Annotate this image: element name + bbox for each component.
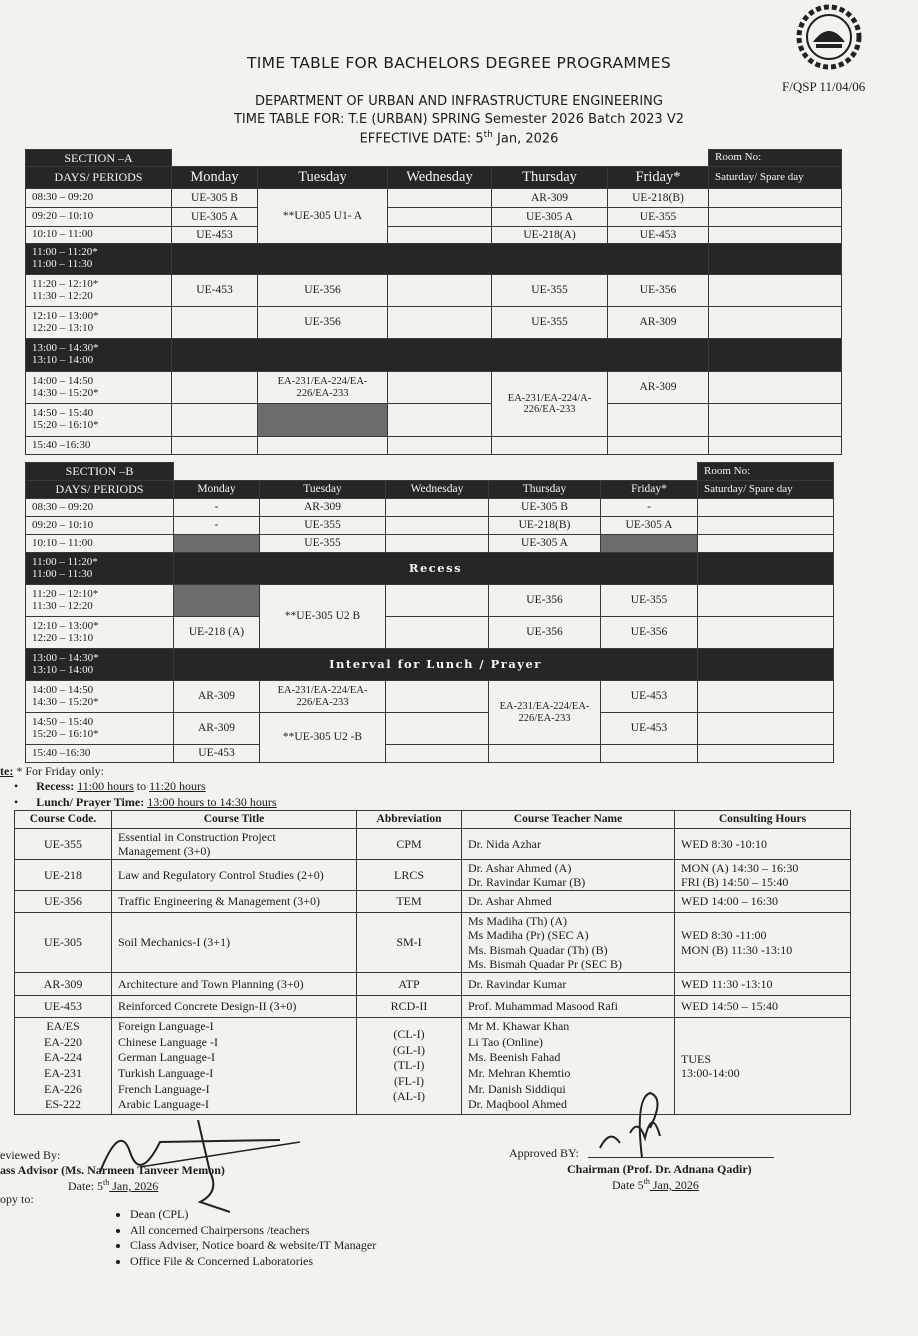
timetable-for: TIME TABLE FOR: T.E (URBAN) SPRING Semester 2026 Batch 2023 V2 xyxy=(233,112,684,127)
main-title: TIME TABLE FOR BACHELORS DEGREE PROGRAMMES xyxy=(247,54,671,72)
period: 15:40 –16:30 xyxy=(26,437,172,455)
day-thursday: Thursday xyxy=(492,167,608,189)
signature-line xyxy=(588,1157,774,1158)
period: 08:30 – 09:20 xyxy=(26,189,172,208)
course-title: Architecture and Town Planning (3+0) xyxy=(112,973,357,996)
header-abbr: Abbreviation xyxy=(357,811,462,829)
period: 15:40 –16:30 xyxy=(26,745,174,763)
dash: - xyxy=(174,499,260,517)
cell: UE-356 xyxy=(601,617,698,649)
cell: AR-309 xyxy=(492,189,608,208)
chairman-name: Chairman (Prof. Dr. Adnana Qadir) xyxy=(567,1162,752,1176)
period: 14:50 – 15:40 15:20 – 16:10* xyxy=(26,713,174,745)
hours: WED 14:50 – 15:40 xyxy=(675,996,851,1018)
cell: UE-218(B) xyxy=(489,517,601,535)
cell: UE-355 xyxy=(492,275,608,307)
effective-date: EFFECTIVE DATE: 5th Jan, 2026 xyxy=(359,130,559,147)
day-tuesday: Tuesday xyxy=(258,167,388,189)
cell: UE-305 B xyxy=(172,189,258,208)
abbreviation: RCD-II xyxy=(357,996,462,1018)
day-monday: Monday xyxy=(172,167,258,189)
list-item: • Dean (CPL) xyxy=(130,1207,376,1223)
list-item: • All concerned Chairpersons /teachers xyxy=(130,1223,376,1239)
advisor-date: Date: 5th Jan, 2026 xyxy=(68,1178,159,1193)
abbreviation: LRCS xyxy=(357,860,462,891)
cell: UE-355 xyxy=(601,585,698,617)
cell: AR-309 xyxy=(608,307,709,339)
cell: UE-218 (A) xyxy=(174,617,260,649)
abbreviation: SM-I xyxy=(357,913,462,973)
cell: UE-218(B) xyxy=(608,189,709,208)
copy-to-label: opy to: xyxy=(0,1192,34,1206)
days-periods-header: DAYS/ PERIODS xyxy=(26,167,172,189)
course-title: Soil Mechanics-I (3+1) xyxy=(112,913,357,973)
day-thursday: Thursday xyxy=(489,481,601,499)
period: 12:10 – 13:00* 12:20 – 13:10 xyxy=(26,307,172,339)
lunch-note: • Lunch/ Prayer Time: 13:00 hours to 14:30 hours xyxy=(14,795,277,809)
teacher: Prof. Muhammad Masood Rafi xyxy=(462,996,675,1018)
course-title: Traffic Engineering & Management (3+0) xyxy=(112,891,357,913)
cell: EA-231/EA-224/EA-226/EA-233 xyxy=(260,681,386,713)
table-row xyxy=(15,860,851,891)
lunch-band: Interval for Lunch / Prayer xyxy=(174,649,698,681)
cell: UE-355 xyxy=(608,208,709,227)
hours: WED 14:00 – 16:30 xyxy=(675,891,851,913)
teacher: Mr M. Khawar Khan Li Tao (Online) Ms. Beenish Fahad Mr. Mehran Khemtio Mr. Danish Siddiqui Dr. Maqbool Ahmed xyxy=(462,1018,675,1115)
cell: AR-309 xyxy=(174,681,260,713)
cell: **UE-305 U1- A xyxy=(258,189,388,244)
teacher: Dr. Ravindar Kumar xyxy=(462,973,675,996)
cell: UE-356 xyxy=(608,275,709,307)
section-b-label: SECTION –B xyxy=(26,463,174,481)
dash: - xyxy=(174,517,260,535)
cell: UE-453 xyxy=(601,681,698,713)
cell: EA-231/EA-224/EA-226/EA-233 xyxy=(258,372,388,404)
department-title: DEPARTMENT OF URBAN AND INFRASTRUCTURE ENGINEERING xyxy=(255,94,663,109)
room-no-label: Room No: xyxy=(709,150,842,167)
table-row-languages xyxy=(15,1018,851,1115)
advisor-name: ass Advisor (Ms. Narmeen Tanveer Memon) xyxy=(0,1163,225,1177)
cell: UE-453 xyxy=(172,275,258,307)
course-title: Reinforced Concrete Design-II (3+0) xyxy=(112,996,357,1018)
break-period: 11:00 – 11:20* 11:00 – 11:30 xyxy=(26,553,174,585)
period: 14:50 – 15:40 15:20 – 16:10* xyxy=(26,404,172,437)
cell: UE-305 A xyxy=(601,517,698,535)
approved-by-label: Approved BY: xyxy=(509,1146,579,1160)
period: 14:00 – 14:50 14:30 – 15:20* xyxy=(26,681,174,713)
table-row xyxy=(15,973,851,996)
cell: UE-305 A xyxy=(492,208,608,227)
course-code: UE-305 xyxy=(15,913,112,973)
table-row xyxy=(15,891,851,913)
dash: - xyxy=(601,499,698,517)
cell: **UE-305 U2 B xyxy=(260,585,386,649)
hours: WED 11:30 -13:10 xyxy=(675,973,851,996)
hours: MON (A) 14:30 – 16:30 FRI (B) 14:50 – 15:40 xyxy=(675,860,851,891)
saturday-header: Saturday/ Spare day xyxy=(709,167,842,189)
cell: UE-218(A) xyxy=(492,227,608,244)
cell: EA-231/EA-224/A-226/EA-233 xyxy=(492,372,608,437)
header-hours: Consulting Hours xyxy=(675,811,851,829)
room-no-label: Room No: xyxy=(698,463,834,481)
course-code: UE-355 xyxy=(15,829,112,860)
form-number: F/QSP 11/04/06 xyxy=(782,79,866,94)
course-code: AR-309 xyxy=(15,973,112,996)
hours: TUES 13:00-14:00 xyxy=(675,1018,851,1115)
table-row xyxy=(15,996,851,1018)
day-wednesday: Wednesday xyxy=(388,167,492,189)
cell: UE-356 xyxy=(258,307,388,339)
cell: UE-355 xyxy=(492,307,608,339)
cell: UE-305 A xyxy=(172,208,258,227)
period: 10:10 – 11:00 xyxy=(26,227,172,244)
teacher: Dr. Nida Azhar xyxy=(462,829,675,860)
cell: UE-356 xyxy=(489,617,601,649)
table-row xyxy=(15,913,851,973)
teacher: Ms Madiha (Th) (A) Ms Madiha (Pr) (SEC A) Ms. Bismah Quadar (Th) (B) Ms. Bismah Quadar Pr (SEC B) xyxy=(462,913,675,973)
teacher: Dr. Ashar Ahmed (A) Dr. Ravindar Kumar (B) xyxy=(462,860,675,891)
teacher: Dr. Ashar Ahmed xyxy=(462,891,675,913)
abbreviation: ATP xyxy=(357,973,462,996)
course-code: EA/ES EA-220 EA-224 EA-231 EA-226 ES-222 xyxy=(15,1018,112,1115)
hours: WED 8:30 -10:10 xyxy=(675,829,851,860)
cell: UE-453 xyxy=(608,227,709,244)
list-item: • Office File & Concerned Laboratories xyxy=(130,1254,376,1270)
cell: UE-356 xyxy=(258,275,388,307)
cell: AR-309 xyxy=(260,499,386,517)
cell: AR-309 xyxy=(174,713,260,745)
period: 09:20 – 10:10 xyxy=(26,208,172,227)
cell: **UE-305 U2 -B xyxy=(260,713,386,763)
day-tuesday: Tuesday xyxy=(260,481,386,499)
reviewed-by-label: eviewed By: xyxy=(0,1148,61,1162)
course-code: UE-356 xyxy=(15,891,112,913)
recess-band: Recess xyxy=(174,553,698,585)
chairman-date: Date 5th Jan, 2026 xyxy=(612,1177,699,1192)
course-title: Law and Regulatory Control Studies (2+0) xyxy=(112,860,357,891)
cell: UE-453 xyxy=(172,227,258,244)
course-title: Essential in Construction Project Management (3+0) xyxy=(112,829,357,860)
copy-to-list xyxy=(110,1207,376,1269)
break-period: 13:00 – 14:30* 13:10 – 14:00 xyxy=(26,339,172,372)
cell: UE-453 xyxy=(601,713,698,745)
course-code: UE-453 xyxy=(15,996,112,1018)
period: 10:10 – 11:00 xyxy=(26,535,174,553)
abbreviation: TEM xyxy=(357,891,462,913)
course-title: Foreign Language-I Chinese Language -I German Language-I Turkish Language-I French Language-I Arabic Language-I xyxy=(112,1018,357,1115)
section-a-timetable xyxy=(25,149,842,455)
cell: UE-305 B xyxy=(489,499,601,517)
day-friday: Friday* xyxy=(608,167,709,189)
cell: UE-453 xyxy=(174,745,260,763)
period: 08:30 – 09:20 xyxy=(26,499,174,517)
cell: UE-305 A xyxy=(489,535,601,553)
cell: UE-355 xyxy=(260,535,386,553)
header-title: Course Title xyxy=(112,811,357,829)
cell: UE-356 xyxy=(489,585,601,617)
day-wednesday: Wednesday xyxy=(386,481,489,499)
header-code: Course Code. xyxy=(15,811,112,829)
hours: WED 8:30 -11:00 MON (B) 11:30 -13:10 xyxy=(675,913,851,973)
section-a-label: SECTION –A xyxy=(26,150,172,167)
recess-note: • Recess: 11:00 hours to 11:20 hours xyxy=(14,779,206,793)
chairman-signature xyxy=(590,1088,700,1163)
period: 11:20 – 12:10* 11:30 – 12:20 xyxy=(26,585,174,617)
abbreviation: (CL-I) (GL-I) (TL-I) (FL-I) (AL-I) xyxy=(357,1018,462,1115)
cell: UE-355 xyxy=(260,517,386,535)
saturday-header: Saturday/ Spare day xyxy=(698,481,834,499)
cell: AR-309 xyxy=(608,372,709,404)
section-b-timetable xyxy=(25,462,834,763)
period: 12:10 – 13:00* 12:20 – 13:10 xyxy=(26,617,174,649)
course-table xyxy=(14,810,851,1115)
header-teacher: Course Teacher Name xyxy=(462,811,675,829)
day-friday: Friday* xyxy=(601,481,698,499)
abbreviation: CPM xyxy=(357,829,462,860)
break-period: 11:00 – 11:20* 11:00 – 11:30 xyxy=(26,244,172,275)
period: 14:00 – 14:50 14:30 – 15:20* xyxy=(26,372,172,404)
break-period: 13:00 – 14:30* 13:10 – 14:00 xyxy=(26,649,174,681)
course-code: UE-218 xyxy=(15,860,112,891)
friday-note: te: * For Friday only: xyxy=(0,764,104,778)
table-row xyxy=(15,829,851,860)
days-periods-header: DAYS/ PERIODS xyxy=(26,481,174,499)
day-monday: Monday xyxy=(174,481,260,499)
cell: EA-231/EA-224/EA-226/EA-233 xyxy=(489,681,601,745)
period: 09:20 – 10:10 xyxy=(26,517,174,535)
list-item: • Class Adviser, Notice board & website/IT Manager xyxy=(130,1238,376,1254)
period: 11:20 – 12:10* 11:30 – 12:20 xyxy=(26,275,172,307)
